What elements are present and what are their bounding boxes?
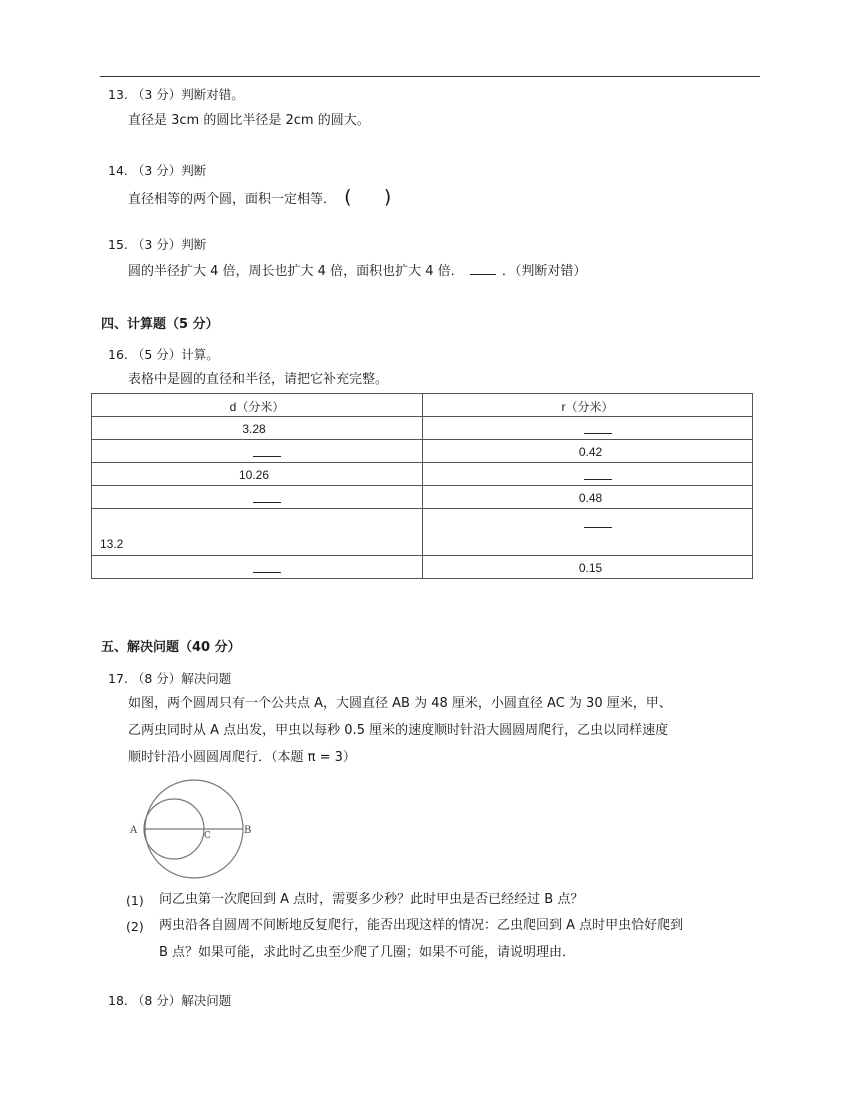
q14-body <box>128 188 391 209</box>
q14-paren-left: ( <box>344 186 352 208</box>
answer-blank[interactable] <box>253 490 281 503</box>
q17-line3: 顺时针沿小圆圆周爬行．（本题 π = 3） <box>128 750 356 765</box>
table-header-d: d（分米） <box>92 394 423 417</box>
two-circles-figure <box>126 776 262 880</box>
q15-body <box>128 262 586 281</box>
point-b-label: B <box>244 825 252 836</box>
table-cell-d[interactable] <box>92 556 423 579</box>
table-cell-r: 0.48 <box>423 486 753 509</box>
q15-answer-blank[interactable] <box>470 262 496 275</box>
table-cell-d: 10.26 <box>92 463 423 486</box>
table-cell-r: 0.42 <box>423 440 753 463</box>
q17-sub1: 问乙虫第一次爬回到 A 点时，需要多少秒？此时甲虫是否已经经过 B 点？ <box>159 892 584 907</box>
table-header-row <box>92 394 753 417</box>
q13-heading: 13. （3 分）判断对错。 <box>108 87 244 102</box>
q13-body: 直径是 3cm 的圆比半径是 2cm 的圆大。 <box>128 113 370 128</box>
table-cell-d[interactable] <box>92 486 423 509</box>
answer-blank[interactable] <box>584 515 612 528</box>
answer-blank[interactable] <box>253 444 281 457</box>
table-row <box>92 556 753 579</box>
table-cell-d[interactable] <box>92 440 423 463</box>
table-cell-d: 3.28 <box>92 417 423 440</box>
q17-line1: 如图，两个圆周只有一个公共点 A，大圆直径 AB 为 48 厘米，小圆直径 AC 为 30 厘米，甲、 <box>128 696 672 711</box>
q16-heading: 16. （5 分）计算。 <box>108 347 219 362</box>
table-row <box>92 417 753 440</box>
q14-heading: 14. （3 分）判断 <box>108 163 207 178</box>
answer-blank[interactable] <box>584 467 612 480</box>
q17-sub2-line1: 两虫沿各自圆周不间断地反复爬行，能否出现这样的情况：乙虫爬回到 A 点时甲虫恰好爬到 <box>159 918 684 933</box>
table-cell-r[interactable] <box>423 417 753 440</box>
q16-body: 表格中是圆的直径和半径，请把它补充完整。 <box>128 372 389 387</box>
table-row <box>92 440 753 463</box>
table-row <box>92 463 753 486</box>
q14-text: 直径相等的两个圆，面积一定相等． <box>128 192 337 207</box>
table-cell-r[interactable] <box>423 463 753 486</box>
table-row <box>92 486 753 509</box>
radius-diameter-table <box>91 393 753 579</box>
q15-text-a: 圆的半径扩大 4 倍，周长也扩大 4 倍，面积也扩大 4 倍． <box>128 264 464 279</box>
q15-text-b: ．（判断对错） <box>501 264 587 279</box>
table-cell-d: 13.2 <box>92 509 423 556</box>
table-cell-r: 0.15 <box>423 556 753 579</box>
q14-paren-right: ) <box>383 186 392 208</box>
section5-title: 五、解决问题（40 分） <box>101 640 241 655</box>
q17-line2: 乙两虫同时从 A 点出发，甲虫以每秒 0.5 厘米的速度顺时针沿大圆圆周爬行，乙虫以同样速度 <box>128 723 669 738</box>
section4-title: 四、计算题（5 分） <box>101 317 219 332</box>
point-a-label: A <box>130 825 138 836</box>
table-header-r: r（分米） <box>423 394 753 417</box>
q17-sub2-line2: B 点？如果可能，求此时乙虫至少爬了几圈；如果不可能，请说明理由． <box>159 945 576 960</box>
answer-blank[interactable] <box>584 421 612 434</box>
table-row <box>92 509 753 556</box>
point-c-label: C <box>204 831 211 841</box>
q18-heading: 18. （8 分）解决问题 <box>108 993 232 1008</box>
q17-heading: 17. （8 分）解决问题 <box>108 671 232 686</box>
table-cell-r[interactable] <box>423 509 753 556</box>
q17-sub2-number: (2) <box>126 919 144 934</box>
q17-sub1-number: (1) <box>126 893 144 908</box>
q15-heading: 15. （3 分）判断 <box>108 237 207 252</box>
header-rule <box>100 76 760 77</box>
answer-blank[interactable] <box>253 560 281 573</box>
